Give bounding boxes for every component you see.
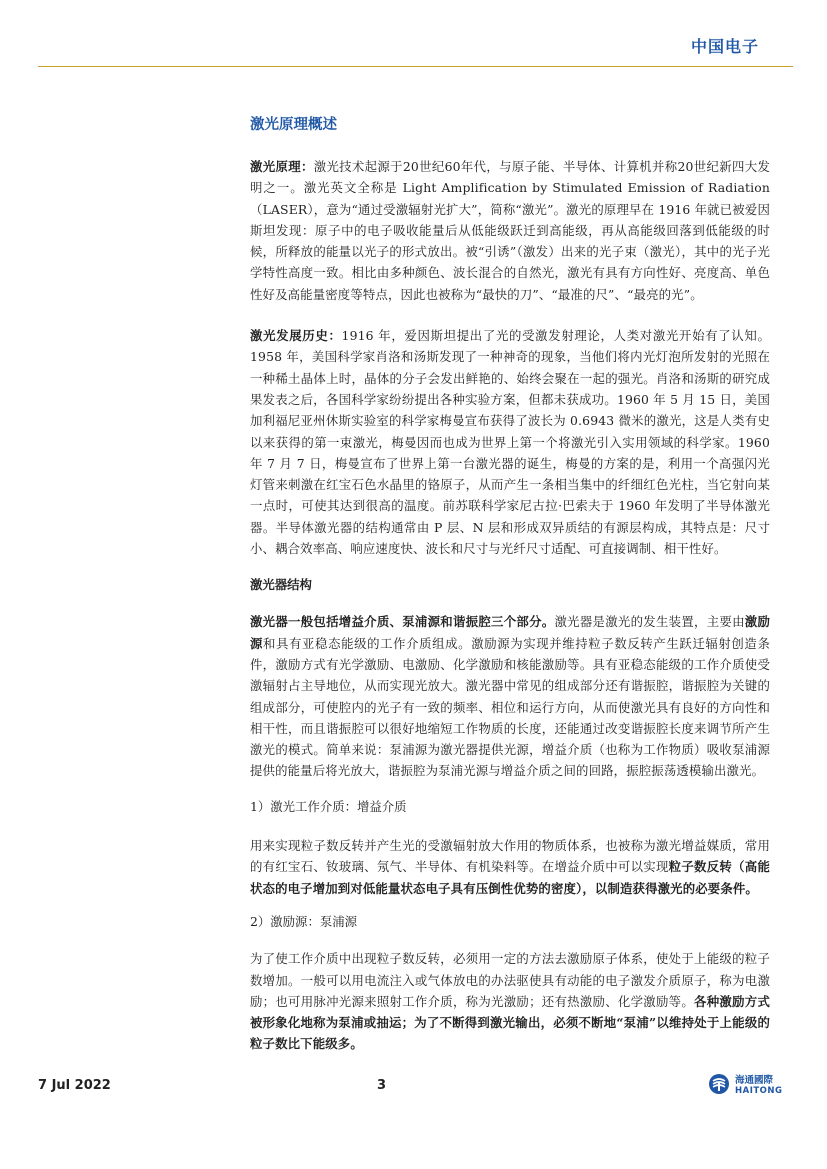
section-title: 激光原理概述	[250, 117, 337, 133]
paragraph-gain-medium	[250, 835, 770, 899]
subitem-pump-source: 2）激励源：泵浦源	[250, 913, 358, 929]
haitong-logo-text	[735, 1075, 782, 1097]
bold-term: 激励源	[250, 614, 770, 651]
paragraph-text: 为了使工作介质中出现粒子数反转，必须用一定的方法去激励原子体系，使处于上能级的粒子数增加。一般可以用电流注入或气体放电的办法驱使具有动能的电子激发介质原子，称为电激励；也可用脉冲光源来照射工作介质，称为光激励；还有热激励、化学激励等。	[250, 951, 770, 1009]
bold-text: 粒子数反转（高能状态的电子增加到对低能量状态电子具有压倒性优势的密度），以制造获得激光的必要条件。	[250, 859, 771, 896]
haitong-logo	[708, 1073, 782, 1099]
paragraph-text: 激光器是激光的发生装置，主要由	[554, 614, 745, 630]
paragraph-text: 和具有亚稳态能级的工作介质组成。激励源为实现并维持粒子数反转产生跃迁辐射创造条件，激励方式有光学激励、电激励、化学激励和核能激励等。具有亚稳态能级的工作介质使受激辐射占主导地位，从而实现光放大。激光器中常见的组成部分还有谐振腔，谐振腔为关键的组成部分，可使腔内的光子有一致的频率、相位和运行方向，从而使激光具有良好的方向性和相干性，而且谐振腔可以很好地缩短工作物质的长度，还能通过改变谐振腔长度来调节所产生激光的模式。简单来说：泵浦源为激光器提供光源，增益介质（也称为工作物质）吸收泵浦源提供的能量后将光放大，谐振腔为泵浦光源与增益介质之间的回路，振腔振荡透模输出激光。	[250, 635, 770, 779]
paragraph-laser-components	[250, 611, 770, 781]
paragraph-lead: 激光原理：	[250, 159, 314, 174]
paragraph-pump-source	[250, 948, 770, 1054]
paragraph-laser-history	[250, 325, 770, 559]
paragraph-laser-principle	[250, 156, 770, 305]
haitong-logo-icon	[708, 1073, 730, 1099]
header-brand: 中国电子	[690, 37, 759, 56]
bold-text: 各种激励方式被形象化地称为泵浦或抽运；为了不断得到激光输出，必须不断地“泵浦”以维持处于上能级的粒子数比下能级多。	[250, 993, 771, 1052]
paragraph-lead: 激光器一般包括增益介质、泵浦源和谐振腔三个部分。	[250, 614, 555, 630]
paragraph-lead: 激光发展历史：	[250, 328, 342, 344]
logo-en: HAITONG	[735, 1086, 783, 1096]
main-content	[250, 113, 770, 1067]
subheading-laser-structure: 激光器结构	[250, 577, 312, 593]
header-divider	[38, 66, 793, 67]
logo-cn: 海通國際	[735, 1075, 774, 1086]
footer-date: 7 Jul 2022	[38, 1078, 111, 1093]
page-number: 3	[377, 1078, 387, 1093]
subitem-gain-medium: 1）激光工作介质：增益介质	[250, 798, 407, 814]
paragraph-text: 1916 年，爱因斯坦提出了光的受激发射理论，人类对激光开始有了认知。1958 年，美国科学家肖洛和汤斯发现了一种神奇的现象，当他们将内光灯泡所发射的光照在一种稀土晶体上时，晶体的分子会发出鲜艳的、始终会聚在一起的强光。肖洛和汤斯的研究成果发表之后，各国科学家纷纷提出各种实验方案，但都未获成功。1960 年 5 月 15 日，美国加利福尼亚州休斯实验室的科学家梅曼宣布获得了波长为 0.6943 微米的激光，这是人类有史以来获得的第一束激光，梅曼因而也成为世界上第一个将激光引入实用领域的科学家。1960 年 7 月 7 日，梅曼宣布了世界上第一台激光器的诞生，梅曼的方案的是，利用一个高强闪光灯管来刺激在红宝石色水晶里的铬原子，从而产生一条相当集中的纤细红色光柱，当它射向某一点时，可使其达到很高的温度。前苏联科学家尼古拉·巴索夫于 1960 年发明了半导体激光器。半导体激光器的结构通常由 P 层、N 层和形成双异质结的有源层构成，其特点是：尺寸小、耦合效率高、响应速度快、波长和尺寸与光纤尺寸适配、可直接调制、相干性好。	[250, 328, 770, 557]
paragraph-text: 用来实现粒子数反转并产生光的受激辐射放大作用的物质体系，也被称为激光增益媒质，常用的有红宝石、钕玻璃、氖气、半导体、有机染料等。在增益介质中可以实现	[250, 838, 770, 875]
paragraph-text: 激光技术起源于20世纪60年代，与原子能、半导体、计算机并称20世纪新四大发明之一。激光英文全称是 Light Amplification by Stimulated Emission of Radiation（LASER），意为“通过受激辐射光扩大”，简称“激光”。激光的原理早在 1916 年就已被爱因斯坦发现：原子中的电子吸收能量后从低能级跃迁到高能级，再从高能级回落到低能级的时候，所释放的能量以光子的形式放出。被“引诱”（激发）出来的光子束（激光），其中的光子光学特性高度一致。相比由多种颜色、波长混合的自然光，激光有具有方向性好、亮度高、单色性好及高能量密度等特点，因此也被称为“最快的刀”、“最准的尺”、“最亮的光”。	[250, 159, 770, 302]
